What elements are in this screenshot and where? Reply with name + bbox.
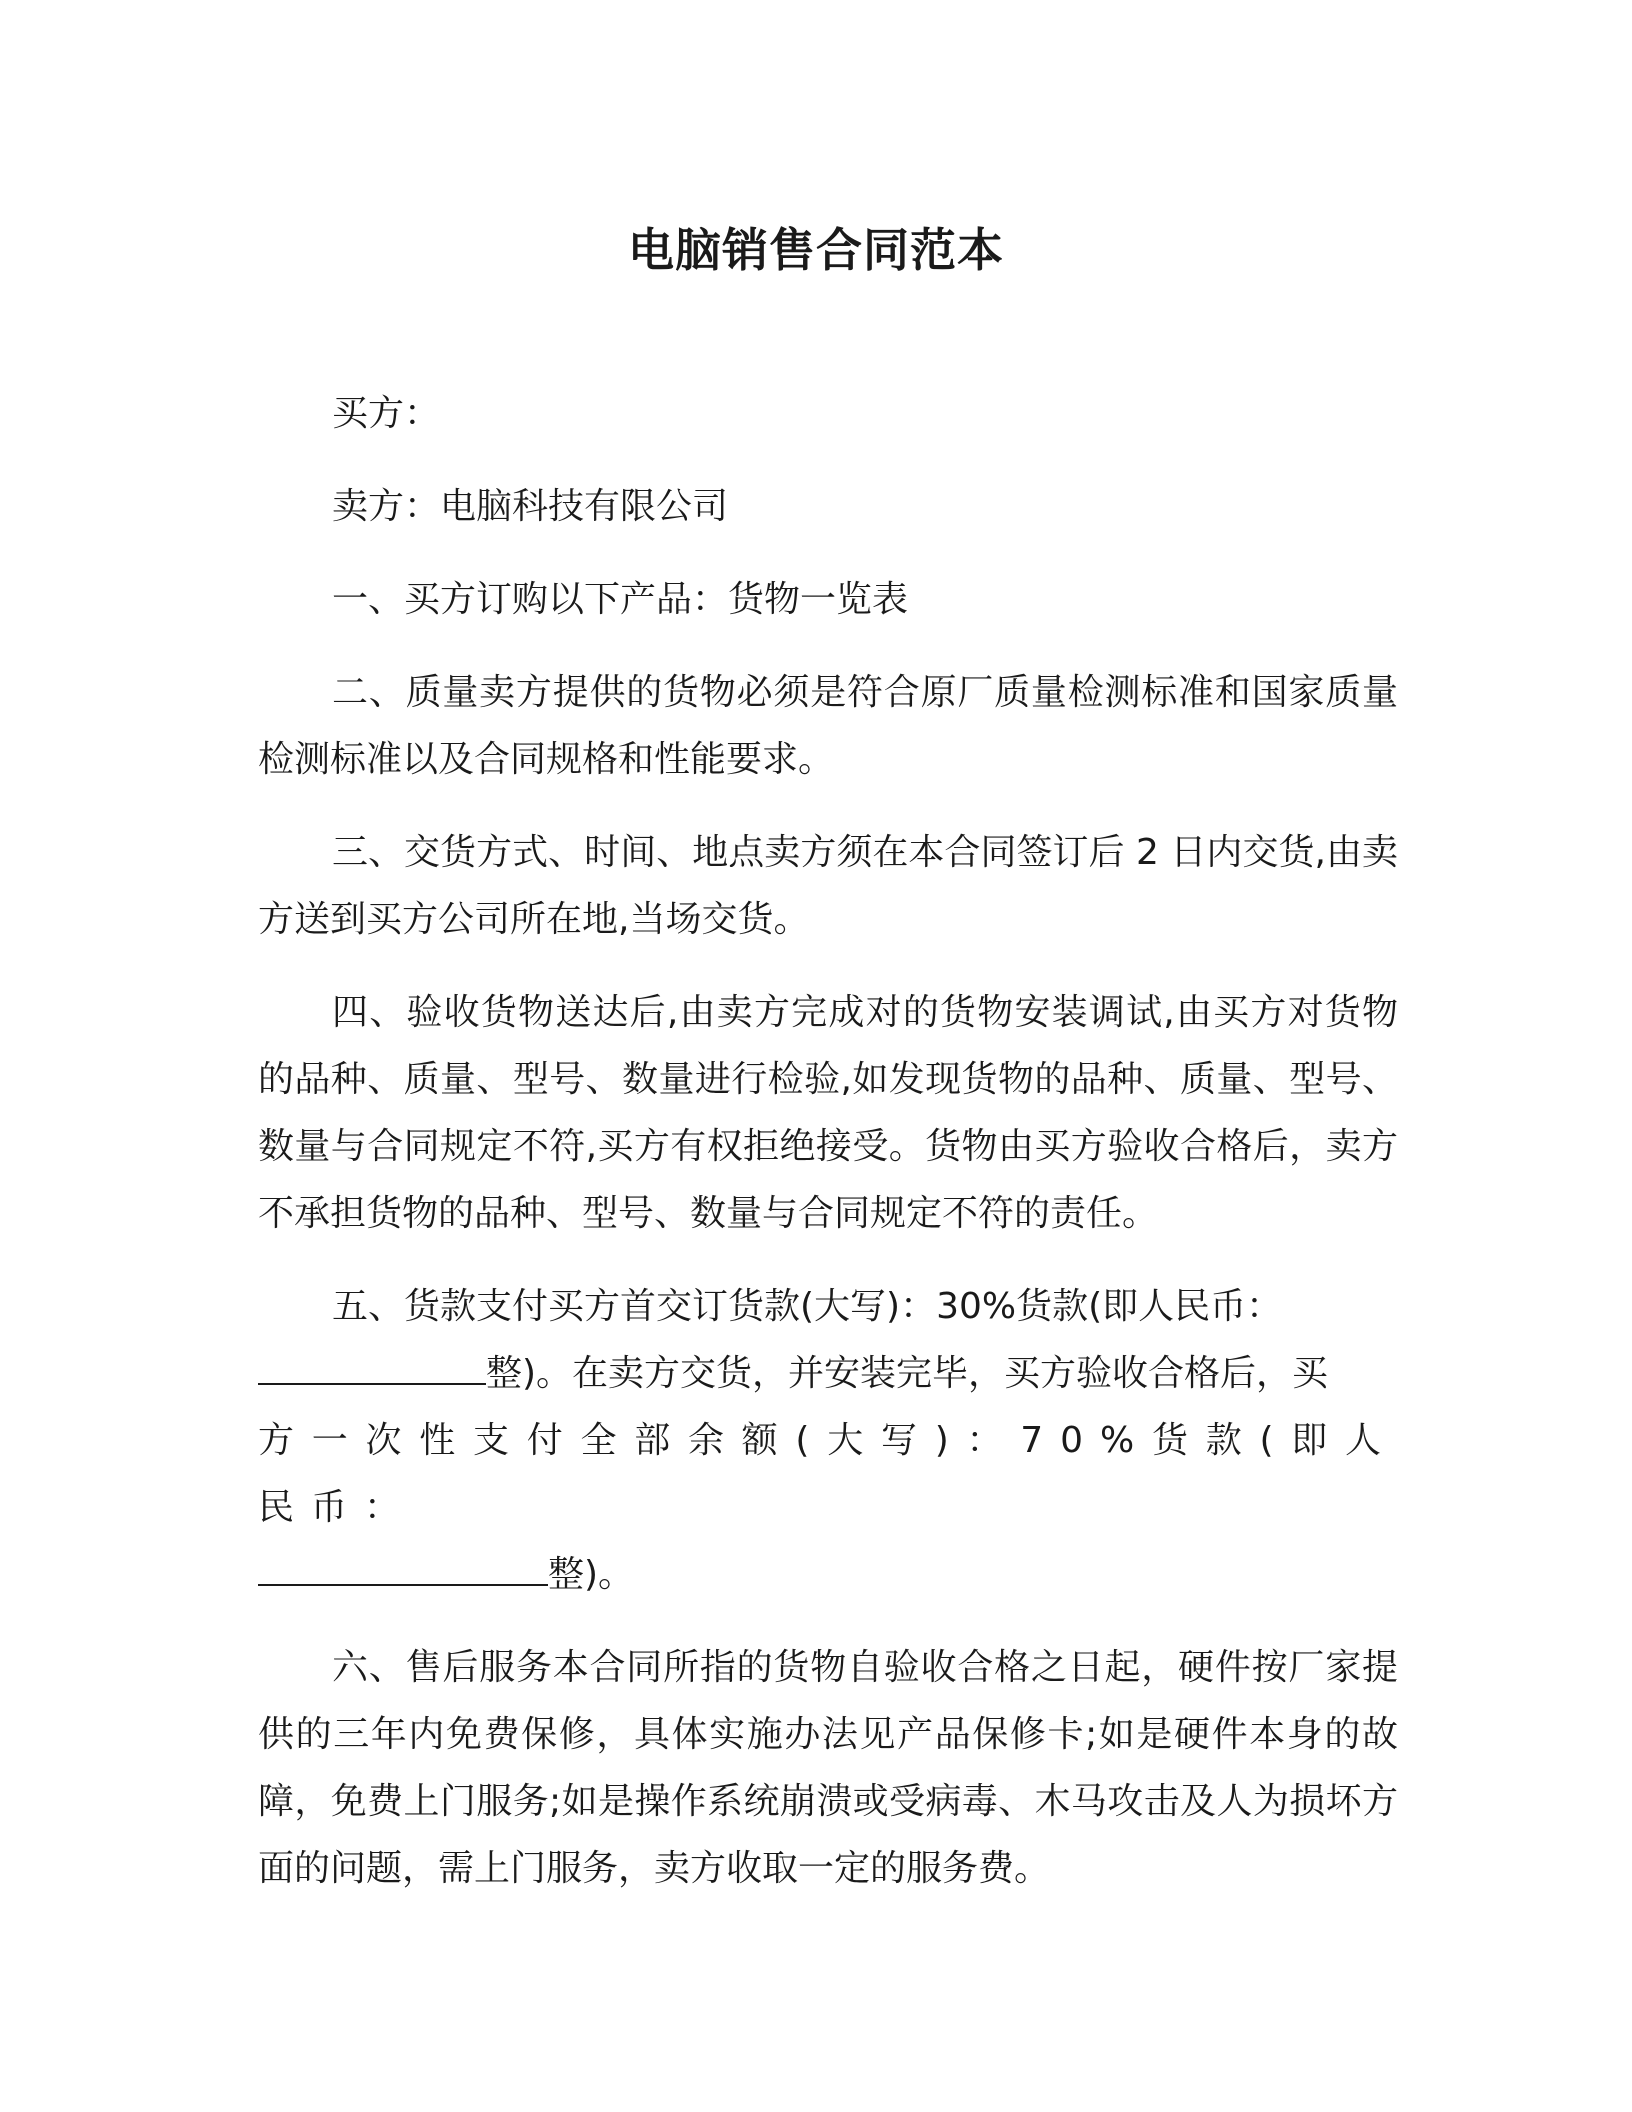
clause-5 <box>258 1273 1398 1608</box>
clause-3: 三、交货方式、时间、地点卖方须在本合同签订后 2 日内交货,由卖方送到买方公司所在地,当场交货。 <box>258 832 1398 940</box>
document-title: 电脑销售合同范本 <box>628 223 1004 277</box>
document-body <box>258 380 1398 1928</box>
clause-5-part3: 方一次性支付全部余额(大写)：70%货款(即人民币： <box>258 1420 1398 1528</box>
clause-4: 四、验收货物送达后,由卖方完成对的货物安装调试,由买方对货物的品种、质量、型号、数量进行检验,如发现货物的品种、质量、型号、数量与合同规定不符,买方有权拒绝接受。货物由买方验收合格后，卖方不承担货物的品种、型号、数量与合同规定不符的责任。 <box>258 992 1398 1234</box>
clause-5-part4: 整)。 <box>548 1554 635 1595</box>
clause-6: 六、售后服务本合同所指的货物自验收合格之日起，硬件按厂家提供的三年内免费保修，具体实施办法见产品保修卡;如是硬件本身的故障，免费上门服务;如是操作系统崩溃或受病毒、木马攻击及人为损坏方面的问题，需上门服务，卖方收取一定的服务费。 <box>258 1647 1398 1889</box>
clause-1: 一、买方订购以下产品：货物一览表 <box>332 579 909 620</box>
amount-blank-1 <box>258 1353 486 1385</box>
clause-2: 二、质量卖方提供的货物必须是符合原厂质量检测标准和国家质量检测标准以及合同规格和性能要求。 <box>258 672 1398 780</box>
clause-5-part1: 五、货款支付买方首交订货款(大写)：30%货款(即人民币： <box>332 1286 1283 1327</box>
amount-blank-2 <box>258 1554 548 1586</box>
buyer-line: 买方： <box>332 393 441 434</box>
seller-line: 卖方：电脑科技有限公司 <box>332 486 729 527</box>
clause-5-part2: 整)。在卖方交货，并安装完毕，买方验收合格后，买 <box>486 1353 1329 1394</box>
